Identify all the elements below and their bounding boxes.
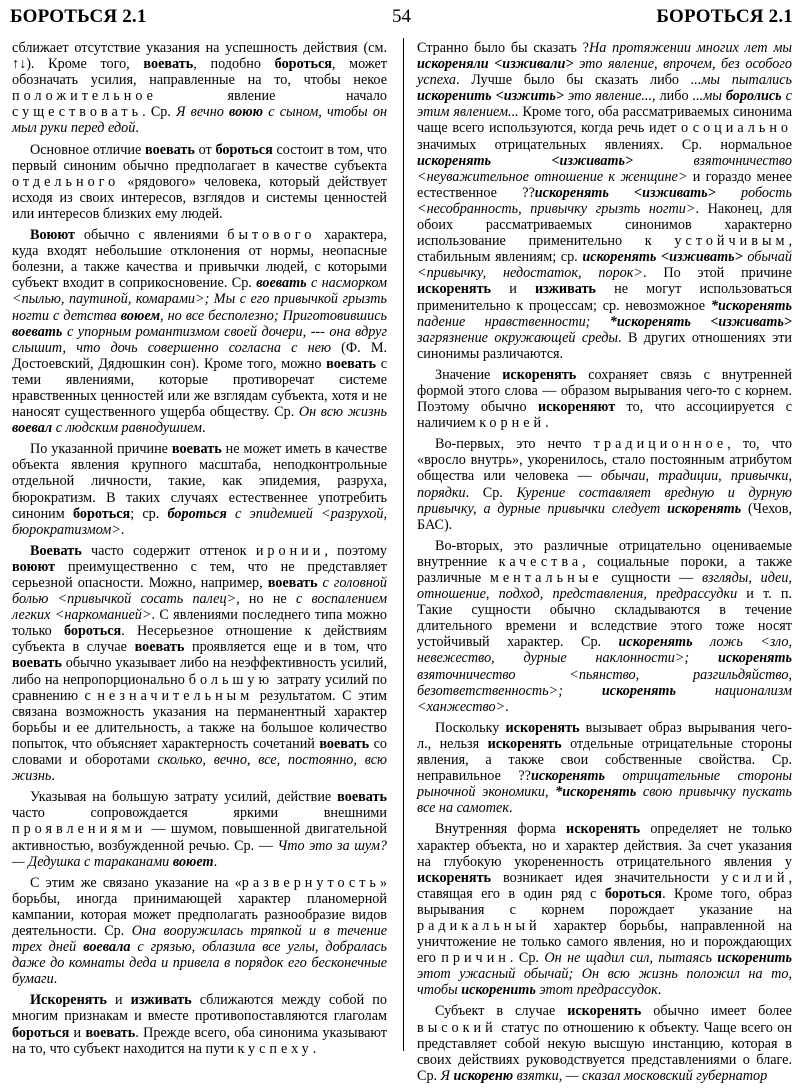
spaced-emphasis: проявлениями	[12, 821, 147, 838]
text-run: и	[491, 281, 535, 298]
paragraph	[417, 821, 792, 998]
text-run: Странно было бы сказать	[417, 40, 583, 56]
text-run: . Ср.	[142, 104, 177, 121]
text-run: сближает отсутствие указания на успешность действия (см. ↑↓). Кроме того,	[12, 40, 387, 73]
text-run: . С явлениями последнего типа можно только	[12, 607, 387, 640]
text-run: .	[135, 120, 139, 137]
page-number: 54	[392, 6, 411, 27]
example-headword: искореняли <изживали>	[417, 56, 574, 73]
headword: воюют	[12, 558, 56, 575]
text-run: определяет не только характер объекта, но и характер действия. За счет указания на глубокую укорененность отрицательного явления у	[417, 821, 792, 870]
headword: Воевать	[30, 542, 82, 559]
example-headword: искоренить <изжить>	[417, 88, 564, 105]
headword: изживать	[534, 281, 596, 298]
text-run: «рядового» человека, который действует исходя из своих интересов, взглядов и системы ценностей или интересов близких ему людей.	[12, 173, 387, 222]
text-run: . Ср.	[509, 950, 545, 967]
spaced-emphasis: иронии	[255, 542, 325, 559]
example-headword: *искоренять	[710, 297, 792, 314]
text-run: от	[194, 141, 216, 158]
text-run: сохраняет связь с внутренней формой этого слова — образом вырывания чего-то с корнем. Поэтому обычно	[417, 366, 792, 416]
example-headword: искоренять	[717, 650, 792, 667]
example-text: национализм <ханжество>	[417, 682, 792, 715]
text-run: Кроме того, оба рассматриваемых синонима чаще всего используются, когда речь идет о	[417, 104, 792, 137]
spaced-emphasis: качества	[498, 553, 583, 570]
spaced-emphasis: ментальные	[489, 570, 603, 586]
headword: воевать	[171, 441, 222, 458]
paragraph	[417, 720, 792, 817]
text-run: , либо	[652, 88, 693, 105]
example-text: Курение составляет вредную и дурную привычку, а дурные привычки следует	[417, 484, 792, 517]
text-run: возникает идея значительности	[491, 869, 722, 886]
example-headword: воевать	[12, 323, 63, 340]
example-text: Я	[440, 1067, 454, 1084]
text-run: .	[201, 420, 206, 437]
text-run: ?	[582, 40, 589, 56]
text-run: , то, что «вросло внутрь», укоренилось, стало постоянным атрибутом общества или человека —	[417, 436, 792, 485]
text-run: преимущественно с тем, что не представляет серьезной опасности. Можно, например,	[12, 558, 387, 591]
text-run: затрату усилий по сравнению с	[12, 671, 387, 704]
text-run: обычно указывает либо на неэффективность усилий, либо на непропорционально	[12, 655, 387, 688]
example-text: ...мы пытались	[690, 72, 792, 89]
headword: бороться	[604, 885, 663, 902]
right-column	[417, 40, 792, 1089]
text-run: со словами и оборотами	[12, 735, 387, 769]
headword: Искоренять	[30, 992, 107, 1009]
spaced-emphasis: существовать	[12, 104, 143, 121]
headword: воевать	[134, 639, 185, 656]
example-headword: искоренять <изживать>	[582, 249, 743, 266]
running-title-right: БОРОТЬСЯ 2.1	[656, 6, 793, 27]
paragraph	[12, 227, 387, 436]
example-text: сколько, вечно, все, постоянно, всю жизнь	[12, 752, 388, 785]
headword: искореняют	[537, 399, 616, 416]
headword: воевать	[145, 141, 195, 158]
example-text: с насморком <пылью, паутиной, комарами>; Мы с его привычкой грызть ногти с детства	[12, 275, 388, 324]
paragraph	[12, 441, 387, 538]
headword: искоренять	[502, 366, 577, 383]
example-text: На протяжении многих лет мы	[588, 40, 792, 56]
text-run: .	[508, 800, 513, 817]
text-run: не могут использоваться применительно к процессам; ср. невозможное	[417, 281, 792, 314]
text-run: и	[106, 992, 131, 1009]
spaced-emphasis: бытового	[227, 227, 316, 244]
text-run: Во-первых, это нечто	[435, 436, 594, 453]
example-text: ...мы	[692, 88, 726, 105]
text-run: явление начало	[156, 88, 387, 105]
paragraph	[417, 367, 792, 431]
headword: воевать	[337, 789, 387, 806]
spaced-emphasis: успеху	[247, 1040, 313, 1057]
paragraph	[417, 1003, 792, 1083]
text-run: . В других отношениях эти синонимы различаются.	[417, 329, 793, 362]
spaced-emphasis: радикальный	[417, 917, 541, 934]
text-run: . По этой причине	[642, 265, 792, 282]
text-run: Внутренняя форма	[435, 821, 567, 838]
page-header	[10, 6, 793, 28]
text-run: .	[505, 698, 509, 715]
headword: искоренять	[505, 719, 580, 736]
spaced-emphasis: корней	[479, 415, 546, 432]
example-text: с сыном, чтобы он мыл руки перед едой	[12, 104, 387, 137]
example-text: этот ужасный обычай; Он всю жизнь положил на то, чтобы	[417, 966, 792, 999]
spaced-emphasis: высокий	[417, 1019, 497, 1036]
example-text: Что это за шум? — Дедушка с тараканами	[12, 837, 387, 870]
example-headword: воевала	[83, 939, 131, 956]
example-text: , но все бесполезно; Приготовившись	[160, 307, 387, 324]
text-run: отдельные отрицательные стороны явления, а также свои собственные свойства. Ср. неправильное	[417, 735, 792, 785]
spaced-emphasis: отдельного	[12, 173, 120, 190]
spaced-emphasis: большую	[188, 671, 274, 688]
text-run: По указанной причине	[30, 441, 172, 458]
example-headword: боролись	[725, 88, 782, 105]
headword: бороться	[63, 623, 122, 640]
headword: бороться	[274, 56, 332, 73]
text-run: .	[312, 1040, 317, 1057]
text-run: . Наконец, для обоих рассматриваемых синонимов характерно использование применительно к	[417, 200, 792, 250]
headword: бороться	[12, 1024, 70, 1041]
example-text: обычаи, традиции, привычки, порядки	[417, 468, 792, 501]
text-run: обычно имеет более	[641, 1003, 792, 1020]
text-run: Основное отличие	[30, 141, 146, 158]
example-headword: искоренять	[530, 768, 605, 785]
text-run: . Прежде всего, оба синонима указывают на то, что субъект находится на пути к	[12, 1024, 388, 1057]
text-run: .	[53, 971, 58, 988]
text-run: .	[213, 853, 218, 870]
example-text: с людским равнодушием	[52, 420, 202, 437]
text-run: то, что ассоциируется с наличием	[417, 399, 792, 432]
paragraph	[12, 543, 387, 784]
text-run: и т. п. Такие сущности обычно складываются в течение длительного времени и вследствие этого тоже носят устойчивый характер. Ср.	[417, 586, 792, 651]
example-text: с воспалением легких <наркоманией>	[12, 591, 387, 624]
example-headword: искоренять <изживать>	[417, 152, 634, 169]
example-headword: воюем	[120, 307, 161, 324]
example-headword: искоренить	[717, 950, 793, 967]
text-run: . Лучше было бы сказать либо	[456, 72, 691, 89]
example-headword: искоренять <изживать>	[534, 184, 716, 201]
example-headword: искоренять	[601, 682, 676, 699]
headword: искоренять	[417, 281, 492, 298]
headword: бороться	[215, 141, 273, 158]
text-run: .	[51, 768, 55, 785]
example-headword: воюет	[172, 853, 214, 870]
example-text: падение нравственности;	[417, 313, 610, 330]
text-run: . Несерьезное отношение к действиям субъекта в случае	[12, 623, 387, 656]
example-text: это явление...	[563, 88, 653, 105]
example-text: взятки, — сказал московский губернатор	[513, 1067, 768, 1084]
text-run: ; ср.	[130, 505, 168, 522]
text-run: часто сопровождается яркими внешними	[12, 805, 387, 822]
example-text: с головной болью <привычкой сосать палец>	[12, 575, 387, 608]
example-text: ложь <зло, невежество, дурные наклонности>;	[417, 634, 792, 667]
text-run: , стабильным явлениям; ср.	[417, 233, 792, 266]
text-run: Значение	[435, 366, 503, 383]
text-run: Поскольку	[435, 719, 506, 736]
headword: воевать	[143, 56, 194, 73]
text-run: — шумом, повышенной двигательной активностью, возбужденной речью. Ср. —	[12, 821, 387, 854]
headword: искоренять	[566, 821, 641, 838]
example-headword: *искоренять <изживать>	[609, 313, 792, 330]
text-run: , ставящая его в один ряд с	[417, 869, 792, 902]
paragraph	[12, 40, 387, 137]
text-run: Во-вторых, это различные отрицательно оцениваемые внутренние	[417, 537, 792, 570]
example-text: Он не щадил сил, пытаясь	[544, 950, 718, 967]
example-headword: воюю	[229, 104, 263, 121]
example-text: с грязью, облазила все углы, добралась даже до комнаты деда и привела в порядок его бесконечные бумаги	[12, 939, 388, 988]
text-run: , поэтому	[324, 542, 387, 559]
text-run: проявляется еще и в том, что	[184, 639, 387, 656]
example-headword: воевать	[256, 275, 307, 292]
text-run: состоит в том, что первый синоним обычно предполагает в качестве субъекта	[12, 141, 388, 174]
text-run: .	[657, 982, 662, 999]
example-text: с эпидемией <разрухой, бюрократизмом>	[12, 505, 387, 538]
paragraph	[12, 789, 387, 869]
example-text: этот предрассудок	[535, 982, 658, 999]
example-text: загрязнение окружающей среды	[417, 329, 619, 346]
example-text: Я вечно	[176, 104, 230, 121]
text-run: и	[69, 1024, 86, 1041]
example-headword: искоренить	[461, 982, 536, 999]
text-run: » борьбы, иногда принимающей характер планомерной кампании, которая может предполагать разнообразие видов деятельности. Ср.	[12, 874, 387, 939]
text-run: и гораздо менее естественное	[417, 168, 792, 201]
text-run: вызывает образ вырывания чего-л., нельзя	[417, 719, 792, 752]
text-run: Субъект в случае	[435, 1003, 568, 1020]
text-run: . Кроме того, образ вырывания с корнем порождает указание на	[417, 885, 792, 918]
example-text: свою привычку пускать все на самотек	[417, 784, 792, 817]
headword: воевать	[85, 1024, 136, 1041]
text-run: ??	[518, 768, 531, 785]
example-text: с этим явлением...	[417, 88, 792, 121]
spaced-emphasis: незначительным	[97, 687, 254, 704]
spaced-emphasis: усилий	[721, 869, 789, 886]
left-column	[12, 40, 387, 1062]
paragraph	[12, 875, 387, 988]
text-run: , может обозначать усилия, направленные на то, чтобы некое	[12, 56, 387, 89]
paragraph	[12, 142, 387, 222]
text-run: Указывая на большую затрату усилий, действие	[30, 789, 338, 806]
headword: изживать	[130, 992, 192, 1009]
spaced-emphasis: традиционное	[593, 436, 728, 453]
text-run: , социальные пороки, а также различные	[417, 553, 792, 586]
text-run: (Чехов, БАС).	[417, 500, 792, 533]
paragraph	[12, 992, 387, 1056]
text-run: ??	[522, 184, 535, 201]
text-run: не может иметь в качестве объекта явления крупного масштаба, неподконтрольные отдельной личности, такие, как эпидемия, разруха, бюрократизм. В таких случаях естественнее употребить синоним	[12, 441, 388, 522]
example-headword: искоренять	[667, 500, 742, 517]
example-text: с упорным романтизмом своей дочери, --- она вдруг слышит, что дочь совершенно согласна с нею	[12, 323, 387, 356]
text-run: статус по отношению к объекту. Чаще всего он представляет собой некую высшую инстанцию, которая в своих действиях руководствуется представлениями о благе. Ср.	[417, 1019, 792, 1084]
paragraph	[417, 40, 792, 362]
example-text: взяточничество <пьянство, разгильдяйство, безответственность>;	[417, 666, 792, 699]
example-text: обычай <привычку, недостаток, порок>	[417, 249, 792, 282]
paragraph	[417, 538, 792, 715]
spaced-emphasis: развернутость	[241, 874, 380, 891]
text-run: сближаются между собой по многим признакам и вместе противопоставляются глаголам	[12, 992, 387, 1025]
example-headword: бороться	[167, 505, 227, 522]
example-text: Он всю жизнь	[298, 404, 387, 421]
headword: искоренять	[567, 1003, 642, 1020]
text-run: часто содержит оттенок	[81, 542, 256, 559]
example-text: взяточничество <неуважительное отношение к женщине>	[417, 152, 792, 185]
spaced-emphasis: социально	[692, 120, 792, 137]
spaced-emphasis: положительное	[12, 88, 157, 105]
running-title-left: БОРОТЬСЯ 2.1	[10, 6, 147, 27]
column-divider	[403, 38, 404, 1051]
headword: воевать	[319, 735, 370, 752]
text-run: обычно с явлениями	[75, 227, 228, 244]
headword: воевать	[326, 355, 376, 372]
example-headword: воевал	[12, 420, 53, 437]
text-run: характер борьбы, направленной на уничтожение не только самого явления, но и порождающих его	[417, 917, 792, 967]
text-run: с теми явлениями, которые противоречат системе нравственных ценностей или же взглядам субъекта, хотя и не наносят существенного ущерба обществу. Ср.	[12, 355, 387, 421]
text-run: сущности —	[602, 570, 702, 586]
example-text: робость <несобранность, привычку грызть ногти>	[417, 184, 792, 217]
text-run: результатом. С этим связана возможность указания на перманентный характер борьбы и ее длительность, а также на большое количество попыток, что объясняет характерность сочетаний	[12, 687, 387, 752]
example-text: это явление, впрочем, без особого успеха	[417, 56, 792, 89]
text-run: . Ср.	[465, 484, 517, 501]
text-run: , но не	[236, 591, 296, 608]
headword: искоренять	[487, 735, 562, 752]
text-run: .	[545, 415, 549, 432]
headword: воевать	[12, 655, 62, 672]
example-headword: *искоренять	[555, 784, 637, 801]
text-run: С этим же связано указание на «	[30, 874, 242, 891]
text-run: .	[120, 521, 125, 538]
example-text: Она вооружилась тряпкой и в течение трех дней	[12, 922, 387, 956]
text-run: значимых отрицательных явлениях. Ср. нормальное	[417, 136, 792, 153]
example-headword: искоренять	[618, 634, 693, 651]
paragraph	[417, 436, 792, 533]
headword: бороться	[72, 505, 131, 522]
example-text: отрицательные стороны рыночной экономики,	[417, 768, 792, 801]
text-run: характера, куда входят небольшие отклонения от нормы, неопасные болезни, а также качества и привычки людей, с которыми субъект входит в соприкосновение. Ср.	[12, 227, 387, 292]
example-text: взгляды, идеи, отношение, подход, представления, предрассудки	[417, 570, 792, 603]
spaced-emphasis: устойчивым	[674, 233, 789, 250]
headword: воевать	[267, 575, 318, 591]
text-run: (Ф. М. Достоевский, Дядюшкин сон). Кроме того, можно	[12, 339, 387, 372]
example-headword: искореню	[453, 1067, 514, 1084]
spaced-emphasis: причин	[441, 950, 510, 967]
headword: искоренять	[417, 869, 492, 886]
text-run: , подобно	[193, 56, 275, 73]
headword: Воюют	[30, 227, 76, 244]
